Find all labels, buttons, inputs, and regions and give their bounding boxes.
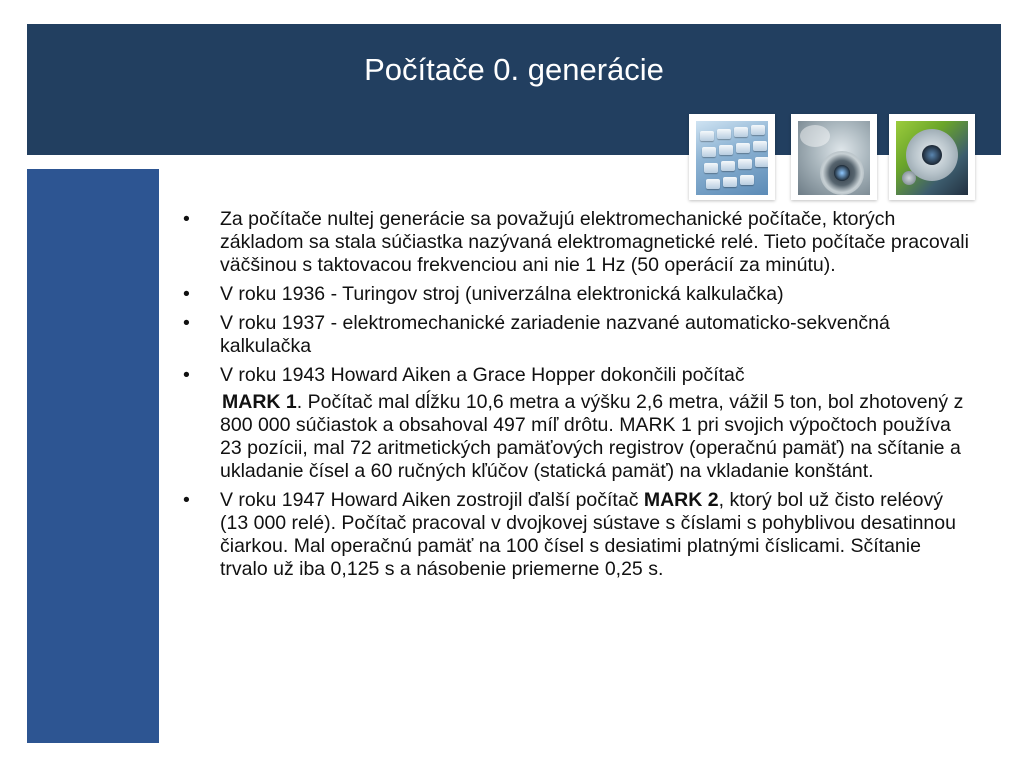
bullet-icon: •: [183, 364, 190, 386]
bullet-icon: •: [183, 489, 190, 511]
mark1-paragraph: [180, 391, 970, 483]
mark2-term: MARK 2: [643, 489, 719, 511]
webcam-photo: [896, 121, 968, 195]
mark1-description: . Počítač mal dĺžku 10,6 metra a výšku 2,6 metra, vážil 5 ton, bol zhotovený z 800 000 súčiastok a obsahoval 497 míľ drôtu. MARK 1 pri svojich výpočtoch používa 23 pozícii, mal 72 aritmetických pamäťových registrov (operačnú pamäť) na sčítanie a ukladanie čísel a 60 ručných kľúčov (statická pamäť) na vkladanie konštánt.: [220, 391, 964, 482]
webcam-photo-frame: [889, 114, 975, 200]
camera-lens-photo: [798, 121, 870, 195]
bullet-icon: •: [183, 312, 190, 334]
left-accent-bar: [27, 169, 159, 743]
bullet-text-prefix: V roku 1947 Howard Aiken zostrojil ďalší počítač: [220, 489, 644, 511]
bullet-text: Za počítače nultej generácie sa považujú elektromechanické počítače, ktorých základom sa stala súčiastka nazývaná elektromagnetické relé. Tieto počítače pracovali väčšinou s taktovacou frekvenciou ani nie 1 Hz (50 operácií za minútu).: [220, 208, 969, 276]
list-item: [180, 208, 970, 277]
bullet-icon: •: [183, 283, 190, 305]
bullet-text: V roku 1936 - Turingov stroj (univerzálna elektronická kalkulačka): [220, 283, 784, 305]
bullet-text-suffix: , ktorý bol už čisto reléový (13 000 relé). Počítač pracoval v dvojkovej sústave s číslami s pohyblivou desatinnou čiarkou. Mal operačnú pamäť na 100 čísel s desiatimi platnými číslicami. Sčítanie trvalo už iba 0,125 s a násobenie priemerne 0,25 s.: [220, 489, 956, 580]
slide-title: Počítače 0. generácie: [364, 52, 664, 87]
keyboard-photo-frame: [689, 114, 775, 200]
bullet-text: V roku 1937 - elektromechanické zariadenie nazvané automaticko-sekvenčná kalkulačka: [220, 312, 890, 357]
bullet-list-2: [180, 489, 970, 581]
bullet-list: [180, 208, 970, 387]
mark1-term: MARK 1: [222, 391, 297, 413]
slide-body: [180, 208, 970, 587]
list-item: [180, 364, 970, 387]
camera-lens-photo-frame: [791, 114, 877, 200]
list-item: [180, 283, 970, 306]
keyboard-photo: [696, 121, 768, 195]
list-item: [180, 312, 970, 358]
bullet-icon: •: [183, 208, 190, 230]
bullet-text: V roku 1943 Howard Aiken a Grace Hopper dokončili počítač: [220, 364, 745, 386]
list-item: [180, 489, 970, 581]
